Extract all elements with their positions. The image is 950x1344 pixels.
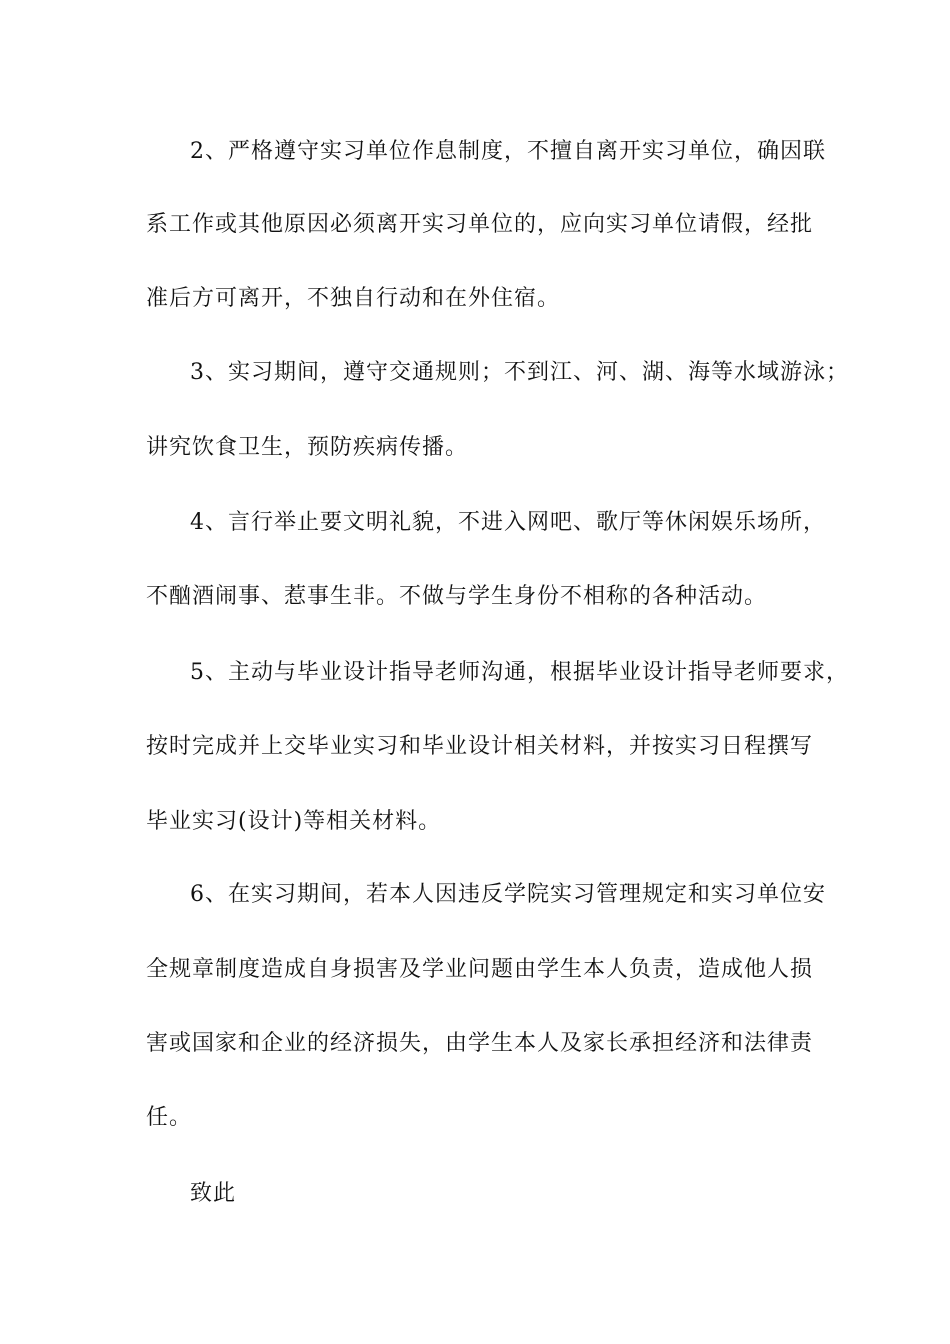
text-line: 讲究饮食卫生，预防疾病传播。 xyxy=(146,435,469,460)
text-line: 6、在实习期间，若本人因违反学院实习管理规定和实习单位安 xyxy=(190,882,826,907)
text-line: 害或国家和企业的经济损失，由学生本人及家长承担经济和法律责 xyxy=(146,1031,814,1056)
text-line: 按时完成并上交毕业实习和毕业设计相关材料，并按实习日程撰写 xyxy=(146,734,814,759)
text-line: 毕业实习(设计)等相关材料。 xyxy=(146,809,442,834)
text-line: 准后方可离开，不独自行动和在外住宿。 xyxy=(146,286,561,311)
text-line: 3、实习期间，遵守交通规则；不到江、河、湖、海等水域游泳； xyxy=(190,360,849,385)
text-line: 不酗酒闹事、惹事生非。不做与学生身份不相称的各种活动。 xyxy=(146,584,768,609)
text-line: 5、主动与毕业设计指导老师沟通，根据毕业设计指导老师要求， xyxy=(190,660,849,685)
text-line: 4、言行举止要文明礼貌，不进入网吧、歌厅等休闲娱乐场所， xyxy=(190,510,826,535)
text-line: 任。 xyxy=(146,1105,193,1130)
text-line: 系工作或其他原因必须离开实习单位的，应向实习单位请假，经批 xyxy=(146,212,814,237)
text-line: 全规章制度造成自身损害及学业问题由学生本人负责，造成他人损 xyxy=(146,957,814,982)
text-line: 2、严格遵守实习单位作息制度，不擅自离开实习单位，确因联 xyxy=(190,139,826,164)
closing-text: 致此 xyxy=(190,1181,237,1206)
